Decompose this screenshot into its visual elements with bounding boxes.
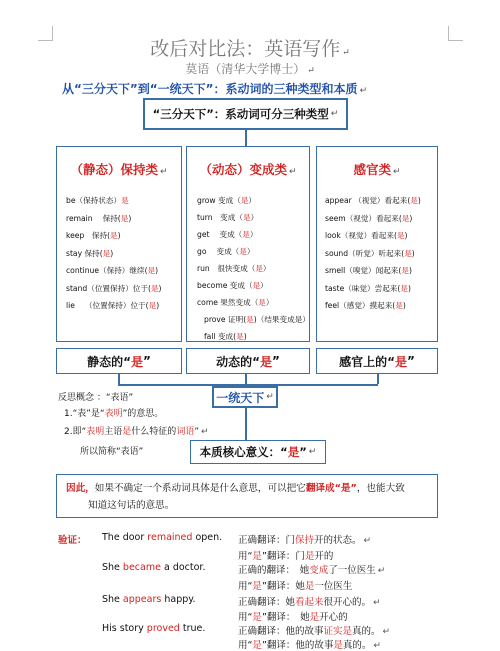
list-item: turn 变成（是） xyxy=(197,213,259,222)
summary-dynamic: 动态的“ 是 ” xyxy=(186,348,310,374)
list-item: keep 保持(是) xyxy=(66,231,121,240)
example-4-en: His story proved true. xyxy=(102,623,206,634)
summary-sense: 感官上的“ 是 ” xyxy=(316,348,438,374)
column-static-title: （静态）保持类 ↵ xyxy=(70,162,168,177)
column-static-list xyxy=(57,192,181,315)
conclusion-line-2: 知道这句话的意思。 xyxy=(88,500,175,511)
list-item: smell（嗅觉）闻起来(是) xyxy=(325,266,412,275)
reflection-line-1: 1.“表”是“表明”的意思。 xyxy=(64,409,164,419)
list-item: prove 证明(是)（结果变成是） xyxy=(204,315,310,324)
example-3-en: She appears happy. xyxy=(102,594,196,605)
reflection-line-3: 所以简称“表语” xyxy=(80,447,144,457)
column-sense-list xyxy=(317,192,437,315)
column-sense xyxy=(316,146,438,342)
list-item: feel（感觉）摸起来(是) xyxy=(325,301,406,310)
list-item: lie （位置保持）位于(是) xyxy=(66,301,160,310)
example-2-en: She became a doctor. xyxy=(102,562,206,573)
connector-down-dynamic xyxy=(245,374,247,386)
essence-box: 本质核心意义：“ 是 ” ↵ xyxy=(190,440,326,464)
list-item: get 变成（是） xyxy=(197,230,258,239)
list-item: fall 变成(是) xyxy=(204,332,247,341)
list-item: appear （视觉）看起来(是) xyxy=(325,196,421,205)
example-1-correct: 正确翻译：门保持开的状态。 ↵ xyxy=(238,535,372,546)
example-1-en: The door remained open. xyxy=(102,532,223,543)
list-item: continue（保持）继续(是) xyxy=(66,266,159,275)
column-sense-title: 感官类 ↵ xyxy=(353,162,401,177)
top-box: “三分天下”：系动词可分三种类型 ↵ xyxy=(143,98,348,130)
list-item: become 变成（是） xyxy=(197,281,268,290)
connector-down-sense xyxy=(377,374,379,384)
list-item: seem（视觉）看起来(是) xyxy=(325,213,413,223)
conclusion-box xyxy=(56,474,438,518)
example-3-alt: 用“是”翻译： 她是开心的 xyxy=(238,612,348,623)
list-item: stand（位置保持）位于(是) xyxy=(66,283,162,293)
connector-unify-essence xyxy=(245,408,247,440)
page-title: 改后对比法：英语写作 ↵ xyxy=(150,38,350,60)
example-1-alt: 用“是”翻译：门是开的 xyxy=(238,551,334,562)
list-item: be（保持状态）是 xyxy=(66,196,129,205)
list-item: sound（听觉）听起来(是) xyxy=(325,248,415,258)
column-static xyxy=(56,146,182,342)
conclusion-line-1: 因此，如果不确定一个系动词具体是什么意思，可以把它翻译成“是”，也能大致 xyxy=(66,483,405,494)
unify-box: 一统天下 ↵ xyxy=(212,386,278,408)
examples-label: 验证： xyxy=(58,535,87,546)
example-4-alt: 用“是”翻译：他的故事是真的。 ↵ xyxy=(238,640,381,651)
top-box-label: “三分天下”：系动词可分三种类型 xyxy=(152,107,329,121)
list-item: taste（味觉）尝起来(是) xyxy=(325,283,411,293)
page-subtitle: 莫语（清华大学博士） ↵ xyxy=(185,62,315,76)
reflection-line-2: 2.即“表明主语是什么特征的词语” ↵ xyxy=(64,427,209,437)
column-dynamic-title: （动态）变成类 ↵ xyxy=(199,162,297,177)
list-item: run 很快变成（是） xyxy=(197,264,271,273)
list-item: remain 保持(是) xyxy=(66,213,132,223)
example-4-correct: 正确翻译：他的故事证实是真的。 ↵ xyxy=(238,626,391,637)
summary-static: 静态的“ 是 ” xyxy=(56,348,182,374)
example-2-correct: 正确的翻译： 她变成了一位医生 ↵ xyxy=(238,565,386,576)
list-item: look（视觉）看起来(是) xyxy=(325,231,408,240)
list-item: stay 保持(是) xyxy=(66,248,114,258)
example-3-correct: 正确翻译：她看起来很开心的。 ↵ xyxy=(238,597,381,608)
reflection-title: 反思概念 ：“表语” xyxy=(58,393,134,403)
list-item: grow 变成（是） xyxy=(197,196,257,205)
column-dynamic-list xyxy=(187,192,309,345)
list-item: go 变成（是） xyxy=(197,247,255,256)
section-heading: 从“三分天下”到“一统天下”：系动词的三种类型和本质 ↵ xyxy=(62,82,368,96)
connector-down-static xyxy=(118,374,120,384)
example-2-alt: 用“是”翻译：她是一位医生 xyxy=(238,581,353,592)
list-item: come 果然变成（是） xyxy=(197,298,274,307)
column-dynamic xyxy=(186,146,310,342)
